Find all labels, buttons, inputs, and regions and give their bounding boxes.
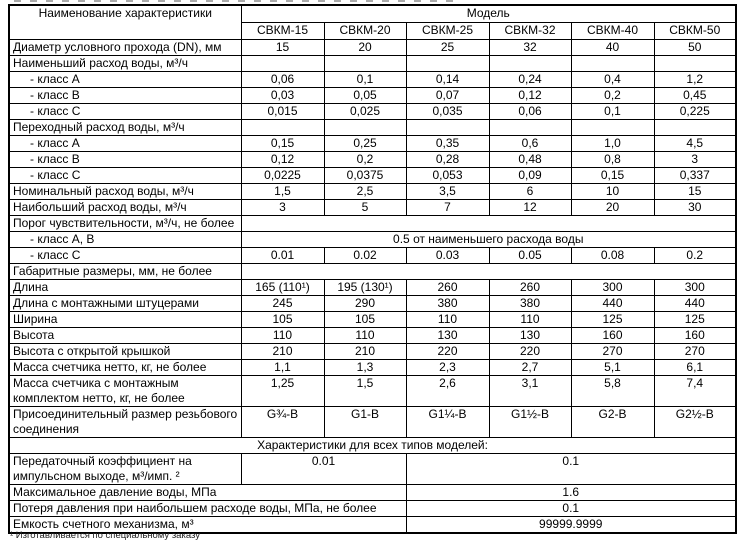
- specs-table-body: [9, 39, 736, 533]
- value-cell: 0,8: [571, 151, 654, 167]
- value-cell: 270: [571, 343, 654, 359]
- table-row: [9, 437, 736, 453]
- value-cell: 0,07: [406, 87, 489, 103]
- label-cell: Переходный расход воды, м³/ч: [9, 119, 241, 135]
- value-cell: [324, 55, 406, 71]
- value-cell: 5,1: [571, 359, 654, 375]
- table-row: [9, 247, 736, 263]
- value-cell: 0,1: [571, 103, 654, 119]
- value-cell: 12: [489, 199, 571, 215]
- label-cell: Присоединительный размер резьбового соединения: [9, 406, 241, 437]
- value-cell: 0.5 от наименьшего расхода воды: [241, 231, 736, 247]
- value-cell: 6: [489, 183, 571, 199]
- value-cell: 5: [324, 199, 406, 215]
- value-cell: 0.1: [406, 453, 736, 484]
- value-cell: 380: [406, 295, 489, 311]
- table-row: [9, 135, 736, 151]
- value-cell: 300: [571, 279, 654, 295]
- value-cell: 260: [489, 279, 571, 295]
- value-cell: [654, 55, 736, 71]
- header-model-svkm-25: СВКМ-25: [406, 22, 489, 39]
- value-cell: 1,3: [324, 359, 406, 375]
- value-cell: [571, 55, 654, 71]
- value-cell: 0,14: [406, 71, 489, 87]
- header-model-svkm-15: СВКМ-15: [241, 22, 324, 39]
- label-cell: - класс А: [9, 71, 241, 87]
- label-cell: - класс В: [9, 151, 241, 167]
- table-row: [9, 87, 736, 103]
- value-cell: 0,48: [489, 151, 571, 167]
- specs-table: [8, 4, 737, 534]
- value-cell: 0,053: [406, 167, 489, 183]
- value-cell: 110: [241, 327, 324, 343]
- value-cell: 380: [489, 295, 571, 311]
- table-row: [9, 295, 736, 311]
- value-cell: 165 (110¹): [241, 279, 324, 295]
- value-cell: 7: [406, 199, 489, 215]
- table-row: [9, 359, 736, 375]
- value-cell: 0,337: [654, 167, 736, 183]
- value-cell: 0,06: [489, 103, 571, 119]
- value-cell: 0,45: [654, 87, 736, 103]
- label-cell: - класс В: [9, 87, 241, 103]
- value-cell: 105: [324, 311, 406, 327]
- label-cell: - класс С: [9, 247, 241, 263]
- value-cell: 15: [241, 39, 324, 55]
- value-cell: 2,5: [324, 183, 406, 199]
- value-cell: 220: [406, 343, 489, 359]
- value-cell: 0.02: [324, 247, 406, 263]
- value-cell: 5,8: [571, 375, 654, 406]
- label-cell: Потеря давления при наибольшем расходе воды, МПа, не более: [9, 500, 406, 516]
- value-cell: 220: [489, 343, 571, 359]
- value-cell: G1-B: [324, 406, 406, 437]
- value-cell: 20: [324, 39, 406, 55]
- value-cell: [571, 119, 654, 135]
- value-cell: 245: [241, 295, 324, 311]
- table-row: [9, 375, 736, 406]
- value-cell: 20: [571, 199, 654, 215]
- value-cell: 0.01: [241, 453, 406, 484]
- table-row: [9, 343, 736, 359]
- value-cell: 130: [406, 327, 489, 343]
- table-row: [9, 119, 736, 135]
- value-cell: 1,5: [241, 183, 324, 199]
- label-cell: Высота с открытой крышкой: [9, 343, 241, 359]
- value-cell: [241, 215, 736, 231]
- table-row: [9, 406, 736, 437]
- value-cell: 0,24: [489, 71, 571, 87]
- value-cell: 260: [406, 279, 489, 295]
- label-cell: Емкость счетного механизма, м³: [9, 516, 406, 533]
- value-cell: 0,2: [324, 151, 406, 167]
- table-header-row-1: [9, 5, 736, 22]
- label-cell: Максимальное давление воды, МПа: [9, 484, 406, 500]
- value-cell: 160: [654, 327, 736, 343]
- value-cell: 210: [324, 343, 406, 359]
- label-cell: Диаметр условного прохода (DN), мм: [9, 39, 241, 55]
- label-cell: Масса счетчика нетто, кг, не более: [9, 359, 241, 375]
- value-cell: 6,1: [654, 359, 736, 375]
- value-cell: 0,12: [241, 151, 324, 167]
- label-cell: Номинальный расход воды, м³/ч: [9, 183, 241, 199]
- table-row: [9, 167, 736, 183]
- table-row: [9, 279, 736, 295]
- label-cell: Длина: [9, 279, 241, 295]
- value-cell: G¾-B: [241, 406, 324, 437]
- value-cell: 1,0: [571, 135, 654, 151]
- table-row: [9, 183, 736, 199]
- value-cell: 2,3: [406, 359, 489, 375]
- value-cell: 4,5: [654, 135, 736, 151]
- value-cell: 110: [406, 311, 489, 327]
- value-cell: 110: [489, 311, 571, 327]
- value-cell: [406, 55, 489, 71]
- label-cell: Наибольший расход воды, м³/ч: [9, 199, 241, 215]
- value-cell: 0,06: [241, 71, 324, 87]
- table-row: [9, 103, 736, 119]
- value-cell: 0,25: [324, 135, 406, 151]
- value-cell: G2-B: [571, 406, 654, 437]
- value-cell: 0,015: [241, 103, 324, 119]
- label-cell: - класс А, В: [9, 231, 241, 247]
- value-cell: 0,05: [324, 87, 406, 103]
- value-cell: 0,09: [489, 167, 571, 183]
- table-row: [9, 55, 736, 71]
- value-cell: 0,15: [241, 135, 324, 151]
- value-cell: [406, 119, 489, 135]
- value-cell: 300: [654, 279, 736, 295]
- label-cell: - класс С: [9, 167, 241, 183]
- value-cell: 99999.9999: [406, 516, 736, 533]
- table-row: [9, 263, 736, 279]
- table-row: [9, 151, 736, 167]
- header-model-svkm-50: СВКМ-50: [654, 22, 736, 39]
- table-row: [9, 215, 736, 231]
- value-cell: 0.08: [571, 247, 654, 263]
- value-cell: 2,6: [406, 375, 489, 406]
- value-cell: 10: [571, 183, 654, 199]
- value-cell: 125: [571, 311, 654, 327]
- value-cell: [489, 119, 571, 135]
- label-cell: - класс А: [9, 135, 241, 151]
- value-cell: 0,12: [489, 87, 571, 103]
- value-cell: 0.1: [406, 500, 736, 516]
- value-cell: 0,0225: [241, 167, 324, 183]
- value-cell: 0,15: [571, 167, 654, 183]
- value-cell: 0,025: [324, 103, 406, 119]
- value-cell: [241, 55, 324, 71]
- value-cell: 0,35: [406, 135, 489, 151]
- header-model-group: Модель: [241, 5, 736, 22]
- label-cell: Габаритные размеры, мм, не более: [9, 263, 241, 279]
- value-cell: 1,2: [654, 71, 736, 87]
- value-cell: 1.6: [406, 484, 736, 500]
- value-cell: [654, 119, 736, 135]
- value-cell: 25: [406, 39, 489, 55]
- table-row: [9, 39, 736, 55]
- value-cell: 0,28: [406, 151, 489, 167]
- value-cell: 3,1: [489, 375, 571, 406]
- header-model-svkm-40: СВКМ-40: [571, 22, 654, 39]
- value-cell: 7,4: [654, 375, 736, 406]
- label-cell: Масса счетчика с монтажным комплектом нетто, кг, не более: [9, 375, 241, 406]
- value-cell: 0.05: [489, 247, 571, 263]
- footnote: ¹ Изготавливается по специальному заказу: [10, 530, 200, 541]
- value-cell: 30: [654, 199, 736, 215]
- value-cell: 290: [324, 295, 406, 311]
- value-cell: 15: [654, 183, 736, 199]
- value-cell: 210: [241, 343, 324, 359]
- header-model-svkm-20: СВКМ-20: [324, 22, 406, 39]
- value-cell: 0.03: [406, 247, 489, 263]
- value-cell: 0,035: [406, 103, 489, 119]
- value-cell: 130: [489, 327, 571, 343]
- value-cell: G1¼-B: [406, 406, 489, 437]
- value-cell: 0,1: [324, 71, 406, 87]
- table-row: [9, 199, 736, 215]
- clipped-text-artifact: [14, 0, 454, 2]
- value-cell: 440: [571, 295, 654, 311]
- label-cell: Ширина: [9, 311, 241, 327]
- table-row: [9, 311, 736, 327]
- value-cell: 0,4: [571, 71, 654, 87]
- value-cell: 270: [654, 343, 736, 359]
- value-cell: 125: [654, 311, 736, 327]
- value-cell: 195 (130¹): [324, 279, 406, 295]
- value-cell: 0,225: [654, 103, 736, 119]
- value-cell: 440: [654, 295, 736, 311]
- value-cell: [241, 119, 324, 135]
- value-cell: Характеристики для всех типов моделей:: [9, 437, 736, 453]
- value-cell: [241, 263, 736, 279]
- value-cell: 40: [571, 39, 654, 55]
- label-cell: - класс С: [9, 103, 241, 119]
- label-cell: Высота: [9, 327, 241, 343]
- label-cell: Передаточный коэффициент на импульсном выходе, м³/имп. ²: [9, 453, 241, 484]
- header-model-svkm-32: СВКМ-32: [489, 22, 571, 39]
- value-cell: 2,7: [489, 359, 571, 375]
- label-cell: Наименьший расход воды, м³/ч: [9, 55, 241, 71]
- table-row: [9, 484, 736, 500]
- value-cell: 0,2: [571, 87, 654, 103]
- header-characteristic-name: Наименование характеристики: [9, 5, 241, 39]
- label-cell: Порог чувствительности, м³/ч, не более: [9, 215, 241, 231]
- table-row: [9, 231, 736, 247]
- table-row: [9, 500, 736, 516]
- value-cell: 32: [489, 39, 571, 55]
- value-cell: 3: [654, 151, 736, 167]
- value-cell: 1,5: [324, 375, 406, 406]
- value-cell: 50: [654, 39, 736, 55]
- value-cell: 0,03: [241, 87, 324, 103]
- value-cell: [489, 55, 571, 71]
- value-cell: 160: [571, 327, 654, 343]
- value-cell: 0.01: [241, 247, 324, 263]
- value-cell: G1½-B: [489, 406, 571, 437]
- value-cell: 1,25: [241, 375, 324, 406]
- value-cell: 0.2: [654, 247, 736, 263]
- value-cell: 110: [324, 327, 406, 343]
- value-cell: 105: [241, 311, 324, 327]
- value-cell: 3,5: [406, 183, 489, 199]
- value-cell: [324, 119, 406, 135]
- value-cell: G2½-B: [654, 406, 736, 437]
- value-cell: 3: [241, 199, 324, 215]
- value-cell: 1,1: [241, 359, 324, 375]
- value-cell: 0,6: [489, 135, 571, 151]
- value-cell: 0,0375: [324, 167, 406, 183]
- table-row: [9, 71, 736, 87]
- table-row: [9, 453, 736, 484]
- table-row: [9, 327, 736, 343]
- label-cell: Длина с монтажными штуцерами: [9, 295, 241, 311]
